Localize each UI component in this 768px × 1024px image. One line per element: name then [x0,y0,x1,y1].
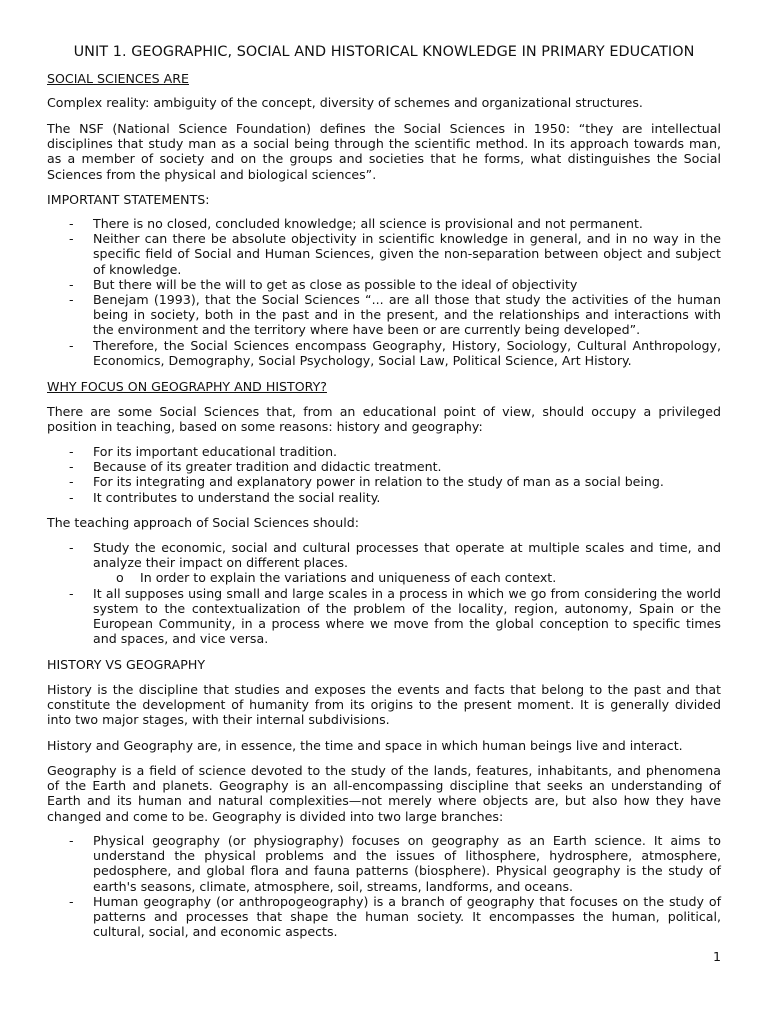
list-item [47,894,721,940]
list-item-text: There is no closed, concluded knowledge; all science is provisional and not permanent. [93,216,643,231]
dash-marker: - [69,459,74,475]
list-item [47,277,721,292]
list-item-text: Study the economic, social and cultural processes that operate at multiple scales and time, and analyze their impact on different places. [93,540,721,571]
page-number: 1 [712,949,721,964]
list-item-text: It all supposes using small and large scales in a process in which we go from considering the world system to the contextualization of the problem of the locality, region, autonomy, Spain or the European Community, in a process where we move from the global conception to specific times and spaces, and vice versa. [93,585,721,647]
list-item [47,338,721,368]
list-item [47,833,721,894]
paragraph: History is the discipline that studies and exposes the events and facts that belong to the past and that constitute the development of humanity from its origins to the present moment. It is generally divided into two major stages, with their internal subdivisions. [47,682,721,728]
list-item [47,586,721,647]
dash-marker: - [69,585,74,601]
dash-marker: - [69,474,74,490]
paragraph: Geography is a field of science devoted to the study of the lands, features, inhabitants, and phenomena of the Earth and planets. Geography is an all-encompassing discipline that seeks an understanding of Earth and its human and natural complexities—not merely where objects are, but also how they have changed and come to be. Geography is divided into two large branches: [47,763,721,824]
list-item [47,292,721,338]
sub-list-item [47,570,721,585]
dash-marker: - [69,276,74,292]
dash-marker: - [69,444,74,459]
paragraph: History and Geography are, in essence, the time and space in which human beings live and interact. [47,738,683,753]
list-item [47,459,721,474]
geography-branches-list [47,833,721,939]
list-item-text: In order to explain the variations and uniqueness of each context. [140,570,557,586]
important-statements-label: IMPORTANT STATEMENTS: [47,192,210,207]
paragraph: The teaching approach of Social Sciences should: [47,515,359,530]
list-item [47,490,721,505]
dash-marker: - [69,489,74,505]
list-item-text: Benejam (1993), that the Social Sciences “... are all those that study the activities of the human being in society, both in the past and in the present, and the relationships and interactions with the environment and the territory where have been or are currently being developed”. [93,292,721,338]
statements-list [47,216,721,368]
dash-marker: - [69,540,74,555]
paragraph: The NSF (National Science Foundation) defines the Social Sciences in 1950: “they are intellectual disciplines that study man as a social being through the scientific method. In its approach towards man, as a member of society and on the groups and societies that he forms, what distinguishes the Social Sciences from the physical and biological sciences”. [47,121,721,182]
dash-marker: - [69,231,74,247]
list-item [47,444,721,459]
list-item-text: Physical geography (or physiography) focuses on geography as an Earth science. It aims to understand the physical problems and the issues of lithosphere, hydrosphere, atmosphere, pedosphere, and global flora and fauna patterns (biosphere). Physical geography is the study of earth's seasons, climate, atmosphere, soil, streams, landforms, and oceans. [93,833,721,894]
approach-list [47,540,721,646]
paragraph: Complex reality: ambiguity of the concept, diversity of schemes and organizational structures. [47,95,643,110]
section-why-focus-heading [47,379,721,394]
paragraph: There are some Social Sciences that, from an educational point of view, should occupy a privileged position in teaching, based on some reasons: history and geography: [47,404,721,435]
reasons-list [47,444,721,505]
section-history-vs-geography-heading: HISTORY VS GEOGRAPHY [47,657,206,672]
dash-marker: - [69,337,74,353]
document-title: UNIT 1. GEOGRAPHIC, SOCIAL AND HISTORICAL KNOWLEDGE IN PRIMARY EDUCATION [73,44,695,60]
list-item-text: Therefore, the Social Sciences encompass Geography, History, Sociology, Cultural Anthropology, Economics, Demography, Social Psychology, Social Law, Political Science, Art History. [93,337,721,368]
dash-marker: - [69,292,74,308]
list-item [47,540,721,586]
list-item-text: Neither can there be absolute objectivity in scientific knowledge in general, and in no way in the specific field of Social and Human Sciences, given the non-separation between object and subject of knowledge. [93,231,721,277]
list-item-text: But there will be the will to get as close as possible to the ideal of objectivity [93,276,578,292]
dash-marker: - [69,833,74,848]
list-item-text: For its integrating and explanatory power in relation to the study of man as a social being. [93,474,664,490]
list-item [47,474,721,489]
list-item-text: For its important educational tradition. [93,444,338,459]
list-item-text: Because of its greater tradition and didactic treatment. [93,459,442,475]
list-item [47,231,721,277]
section-heading: SOCIAL SCIENCES ARE [47,71,189,86]
list-item [47,216,721,231]
section-heading: WHY FOCUS ON GEOGRAPHY AND HISTORY? [47,379,327,394]
circle-bullet: o [116,570,124,586]
list-item-text: It contributes to understand the social reality. [93,489,381,505]
list-item-text: Human geography (or anthropogeography) is a branch of geography that focuses on the study of patterns and processes that shape the human society. It encompasses the human, political, cultural, social, and economic aspects. [93,893,721,940]
section-social-sciences-heading [47,71,721,86]
dash-marker: - [69,216,74,231]
dash-marker: - [69,893,74,909]
